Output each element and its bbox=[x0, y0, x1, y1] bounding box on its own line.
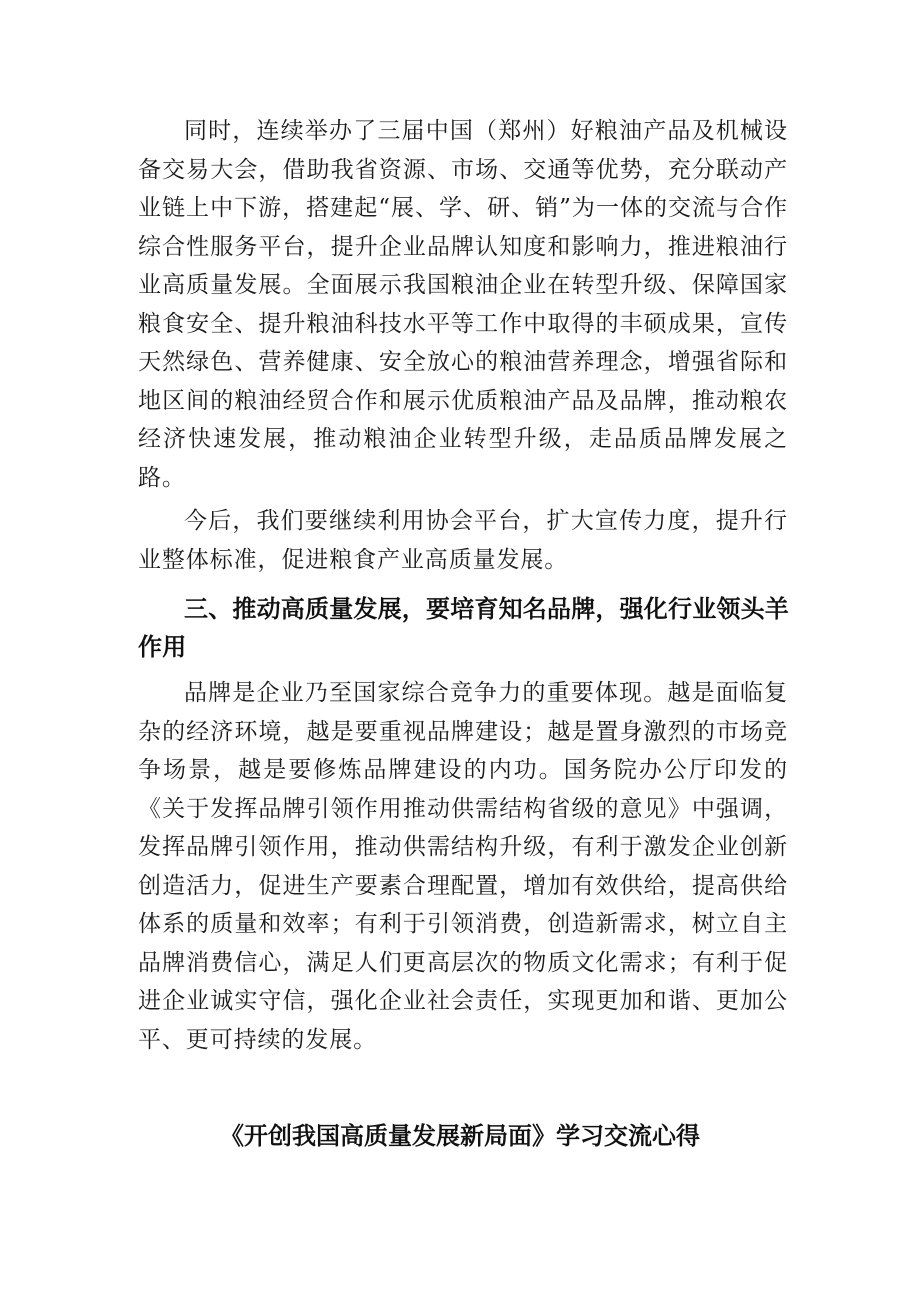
paragraph-grain-oil-expo: 同时，连续举办了三届中国（郑州）好粮油产品及机械设备交易大会，借助我省资源、市场、交通等优势，充分联动产业链上中下游，搭建起“展、学、研、销”为一体的交流与合作综合性服务平台，提升企业品牌认知度和影响力，推进粮油行业高质量发展。全面展示我国粮油企业在转型升级、保障国家粮食安全、提升粮油科技水平等工作中取得的丰硕成果，宣传天然绿色、营养健康、安全放心的粮油营养理念，增强省际和地区间的粮油经贸合作和展示优质粮油产品及品牌，推动粮农经济快速发展，推动粮油企业转型升级，走品质品牌发展之路。 bbox=[138, 118, 788, 491]
section-heading-brand: 三、推动高质量发展，要培育知名品牌，强化行业领头羊作用 bbox=[138, 595, 789, 661]
paragraph-future-plans: 今后，我们要继续利用协会平台，扩大宣传力度，提升行业整体标准，促进粮食产业高质量发展。 bbox=[138, 508, 788, 573]
next-article-title: 《开创我国高质量发展新局面》学习交流心得 bbox=[220, 1122, 700, 1150]
paragraph-brand-importance: 品牌是企业乃至国家综合竞争力的重要体现。越是面临复杂的经济环境，越是要重视品牌建设；越是置身激烈的市场竞争场景，越是要修炼品牌建设的内功。国务院办公厅印发的《关于发挥品牌引领作用推动供需结构省级的意见》中强调，发挥品牌引领作用，推动供需结构升级，有利于激发企业创新创造活力，促进生产要素合理配置，增加有效供给，提高供给体系的质量和效率；有利于引领消费，创造新需求，树立自主品牌消费信心，满足人们更高层次的物质文化需求；有利于促进企业诚实守信，强化企业社会责任，实现更加和谐、更加公平、更可持续的发展。 bbox=[138, 680, 788, 1053]
